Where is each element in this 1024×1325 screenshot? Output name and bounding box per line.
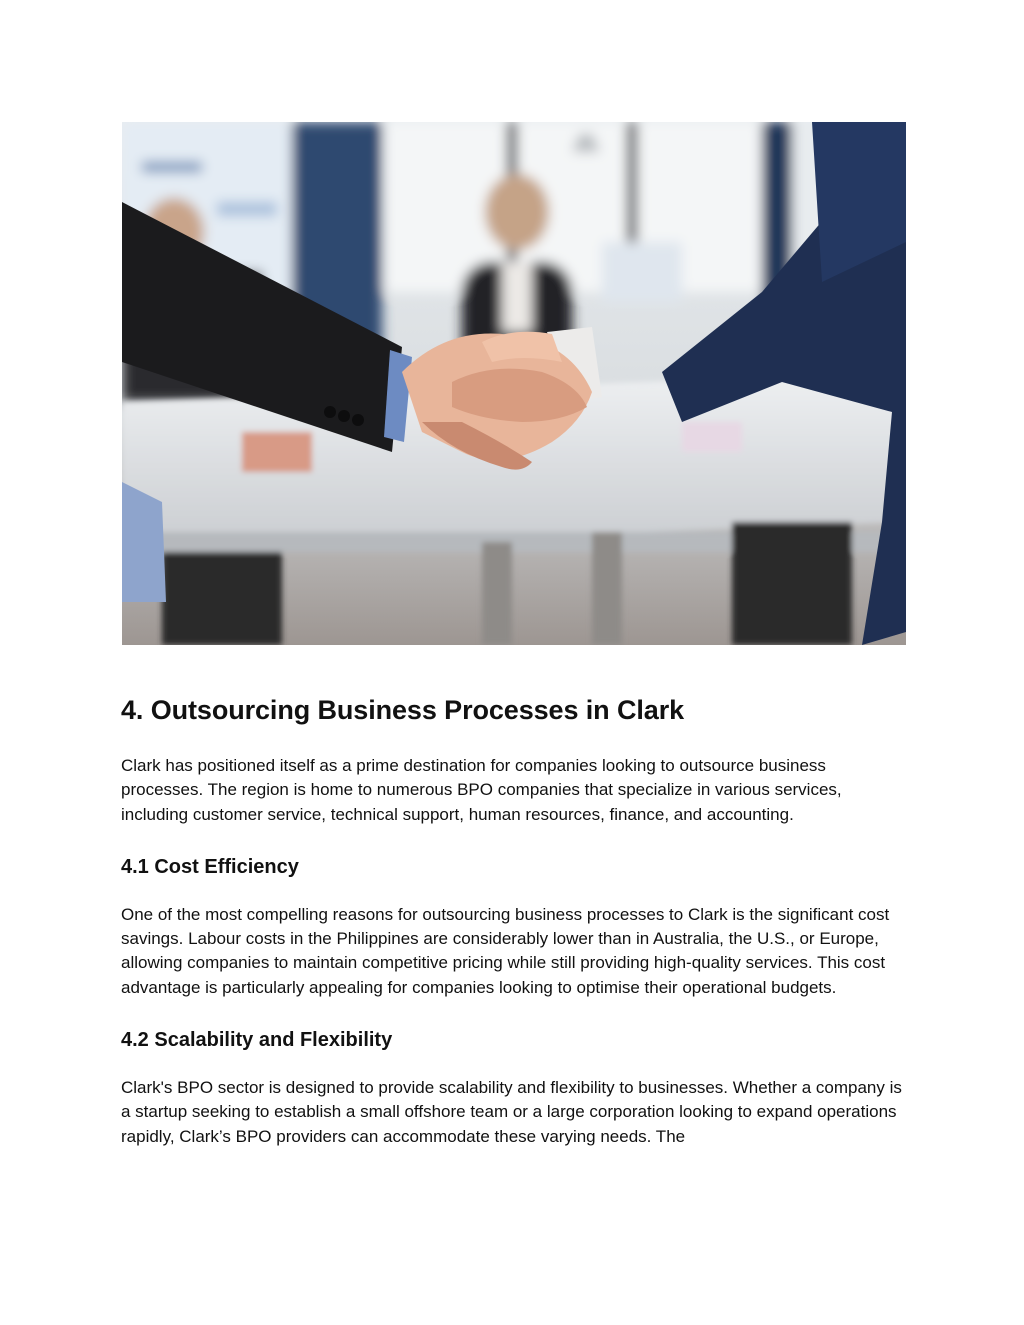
subsection-heading-scalability: 4.2 Scalability and Flexibility bbox=[121, 1029, 393, 1052]
intro-paragraph: Clark has positioned itself as a prime destination for companies looking to outsource business processes. The region is home to numerous BPO companies that specialize in various services, including customer service, technical support, human resources, finance, and accounting. bbox=[121, 756, 842, 824]
section-heading: 4. Outsourcing Business Processes in Clark bbox=[121, 695, 685, 725]
article-section bbox=[121, 692, 911, 1149]
handshake-photo bbox=[122, 122, 906, 645]
subsection-heading-cost-efficiency: 4.1 Cost Efficiency bbox=[121, 855, 299, 878]
handshake-illustration bbox=[122, 122, 906, 645]
scalability-paragraph: Clark's BPO sector is designed to provide scalability and flexibility to businesses. Whether a company is a startup seeking to establish a small offshore team or a large corporation looking to expand operations rapidly, Clark’s BPO providers can accommodate these varying needs. The bbox=[121, 1078, 902, 1146]
cost-efficiency-paragraph: One of the most compelling reasons for outsourcing business processes to Clark is the significant cost savings. Labour costs in the Philippines are considerably lower than in Australia, the U.S., or Europe, allowing companies to maintain competitive pricing while still providing high-quality services. This cost advantage is particularly appealing for companies looking to optimise their operational budgets. bbox=[121, 904, 890, 997]
